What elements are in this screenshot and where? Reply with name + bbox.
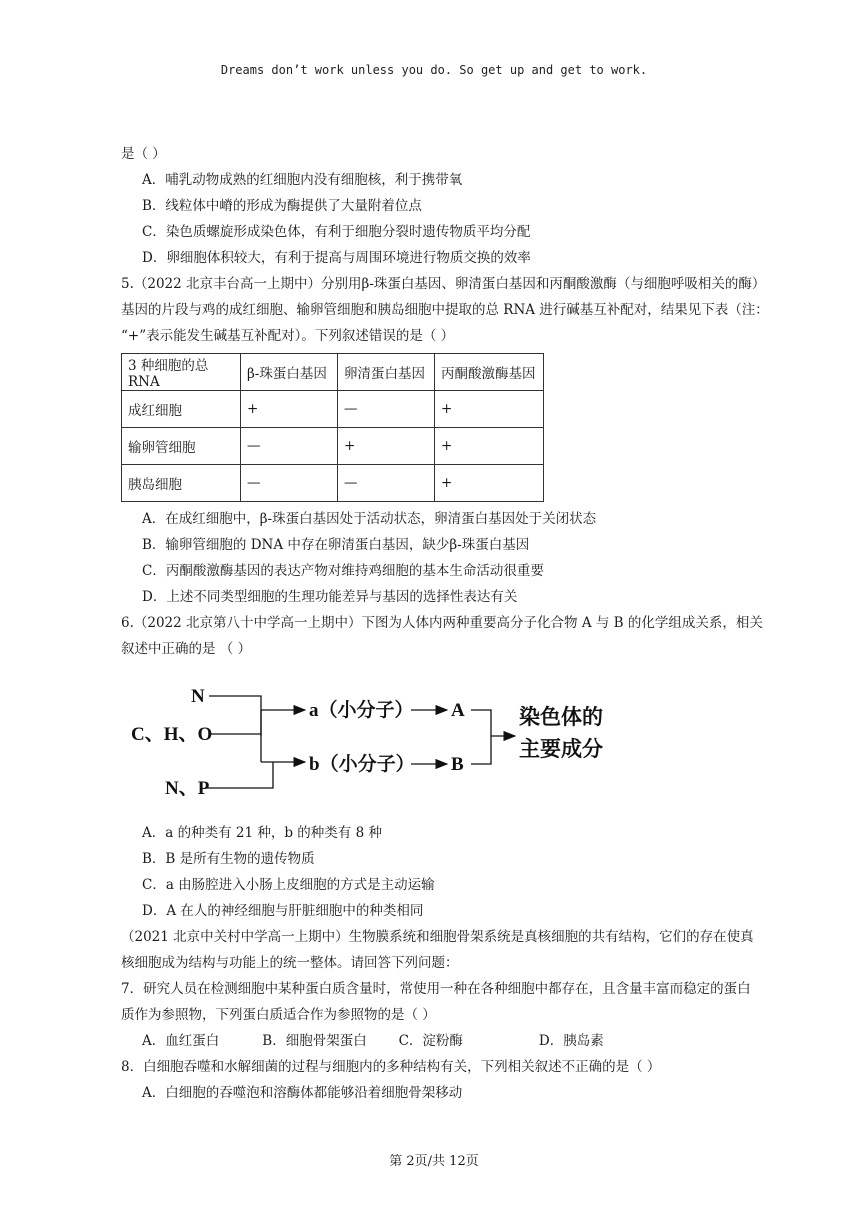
result-line-1: 染色体的	[519, 705, 603, 729]
q6-stem-line-1: 6.（2022 北京第八十中学高一上期中）下图为人体内两种重要高分子化合物 A 与 B 的化学组成关系，相关	[121, 615, 763, 631]
q5-option-c: C．丙酮酸激酶基因的表达产物对维持鸡细胞的基本生命活动很重要	[142, 563, 544, 579]
table-cell: —	[241, 465, 338, 502]
q7-option-a: A．血红蛋白	[142, 1033, 220, 1049]
q8-option-a: A．白细胞的吞噬泡和溶酶体都能够沿着细胞骨架移动	[142, 1085, 463, 1101]
q5-stem-line-2: 基因的片段与鸡的成红细胞、输卵管细胞和胰岛细胞中提取的总 RNA 进行碱基互补配对，结果见下表（注：	[121, 302, 769, 318]
q5-option-a: A．在成红细胞中，β-珠蛋白基因处于活动状态，卵清蛋白基因处于关闭状态	[142, 511, 597, 527]
table-cell: 输卵管细胞	[122, 428, 241, 465]
table-header-cell: 丙酮酸激酶基因	[435, 354, 544, 391]
q8-stem: 8．白细胞吞噬和水解细菌的过程与细胞内的多种结构有关，下列相关叙述不正确的是（ ）	[121, 1059, 661, 1075]
table-header-row	[122, 354, 544, 391]
table-cell: +	[435, 428, 544, 465]
q6-option-b: B．B 是所有生物的遗传物质	[142, 851, 315, 867]
q5-option-b: B．输卵管细胞的 DNA 中存在卵清蛋白基因，缺少β-珠蛋白基因	[142, 537, 530, 553]
element-n-label: N	[191, 686, 205, 707]
macromolecule-b-label: B	[451, 754, 464, 775]
table-header-cell: 3 种细胞的总 RNA	[122, 354, 241, 391]
small-molecule-b-label: b（小分子）	[309, 754, 415, 775]
element-cho-label: C、H、O	[131, 724, 213, 745]
q4-option-c: C．染色质螺旋形成染色体，有利于细胞分裂时遗传物质平均分配	[142, 224, 531, 240]
q7-options	[121, 1028, 761, 1054]
q5-stem-line-1: 5.（2022 北京丰台高一上期中）分别用β-珠蛋白基因、卵清蛋白基因和丙酮酸激酶（与细胞呼吸相关的酶）	[121, 276, 766, 292]
element-np-label: N、P	[165, 778, 210, 799]
page-footer: 第 2页/共 12页	[389, 1154, 479, 1169]
q6-stem-line-2: 叙述中正确的是 （ ）	[121, 641, 252, 657]
q7-option-b: B．细胞骨架蛋白	[262, 1033, 367, 1049]
compound-composition-diagram	[121, 670, 761, 820]
q4-option-a: A．哺乳动物成熟的红细胞内没有细胞核，利于携带氧	[142, 172, 463, 188]
gene-hybridization-table	[121, 353, 544, 502]
q6-option-c: C．a 由肠腔进入小肠上皮细胞的方式是主动运输	[142, 877, 435, 893]
table-cell: +	[241, 391, 338, 428]
table-cell: —	[338, 391, 435, 428]
table-row	[122, 428, 544, 465]
table-row	[122, 465, 544, 502]
bracket-line	[471, 710, 491, 764]
q7-stem-line-1: 7．研究人员在检测细胞中某种蛋白质含量时，常使用一种在各种细胞中都存在，且含量丰富而稳定的蛋白	[121, 981, 751, 997]
page-content	[121, 141, 769, 1106]
q5-stem-line-3: “+”表示能发生碱基互补配对）。下列叙述错误的是（ ）	[121, 328, 455, 344]
intro-line-1: （2021 北京中关村中学高一上期中）生物膜系统和细胞骨架系统是真核细胞的共有结构，它们的存在使真	[121, 929, 754, 945]
q4-option-b: B．线粒体中嵴的形成为酶提供了大量附着位点	[142, 198, 422, 214]
q7-option-d: D．胰岛素	[538, 1033, 604, 1049]
result-line-2: 主要成分	[519, 737, 603, 761]
table-cell: —	[241, 428, 338, 465]
table-row	[122, 391, 544, 428]
table-cell: +	[435, 391, 544, 428]
table-cell: 成红细胞	[122, 391, 241, 428]
q7-stem-line-2: 质作为参照物，下列蛋白质适合作为参照物的是（ ）	[121, 1007, 436, 1023]
intro-line-2: 核细胞成为结构与功能上的统一整体。请回答下列问题：	[121, 955, 459, 971]
page-header-quote: Dreams don’t work unless you do. So get up and get to work.	[220, 63, 648, 77]
table-cell: 胰岛细胞	[122, 465, 241, 502]
table-cell: +	[435, 465, 544, 502]
table-header-cell: β-珠蛋白基因	[241, 354, 338, 391]
table-cell: +	[338, 428, 435, 465]
connector-line	[205, 762, 273, 788]
q6-option-d: D．A 在人的神经细胞与肝脏细胞中的种类相同	[142, 903, 424, 919]
diagram-svg	[121, 670, 641, 820]
small-molecule-a-label: a（小分子）	[309, 700, 414, 721]
q6-option-a: A．a 的种类有 21 种，b 的种类有 8 种	[142, 825, 382, 841]
q4-stem-tail: 是（ ）	[121, 146, 166, 162]
q4-option-d: D．卵细胞体积较大，有利于提高与周围环境进行物质交换的效率	[142, 250, 531, 266]
table-cell: —	[338, 465, 435, 502]
macromolecule-a-label: A	[451, 700, 465, 721]
connector-line	[209, 696, 261, 736]
table-header-cell: 卵清蛋白基因	[338, 354, 435, 391]
q5-option-d: D．上述不同类型细胞的生理功能差异与基因的选择性表达有关	[142, 589, 518, 605]
q7-option-c: C．淀粉酶	[398, 1033, 463, 1049]
